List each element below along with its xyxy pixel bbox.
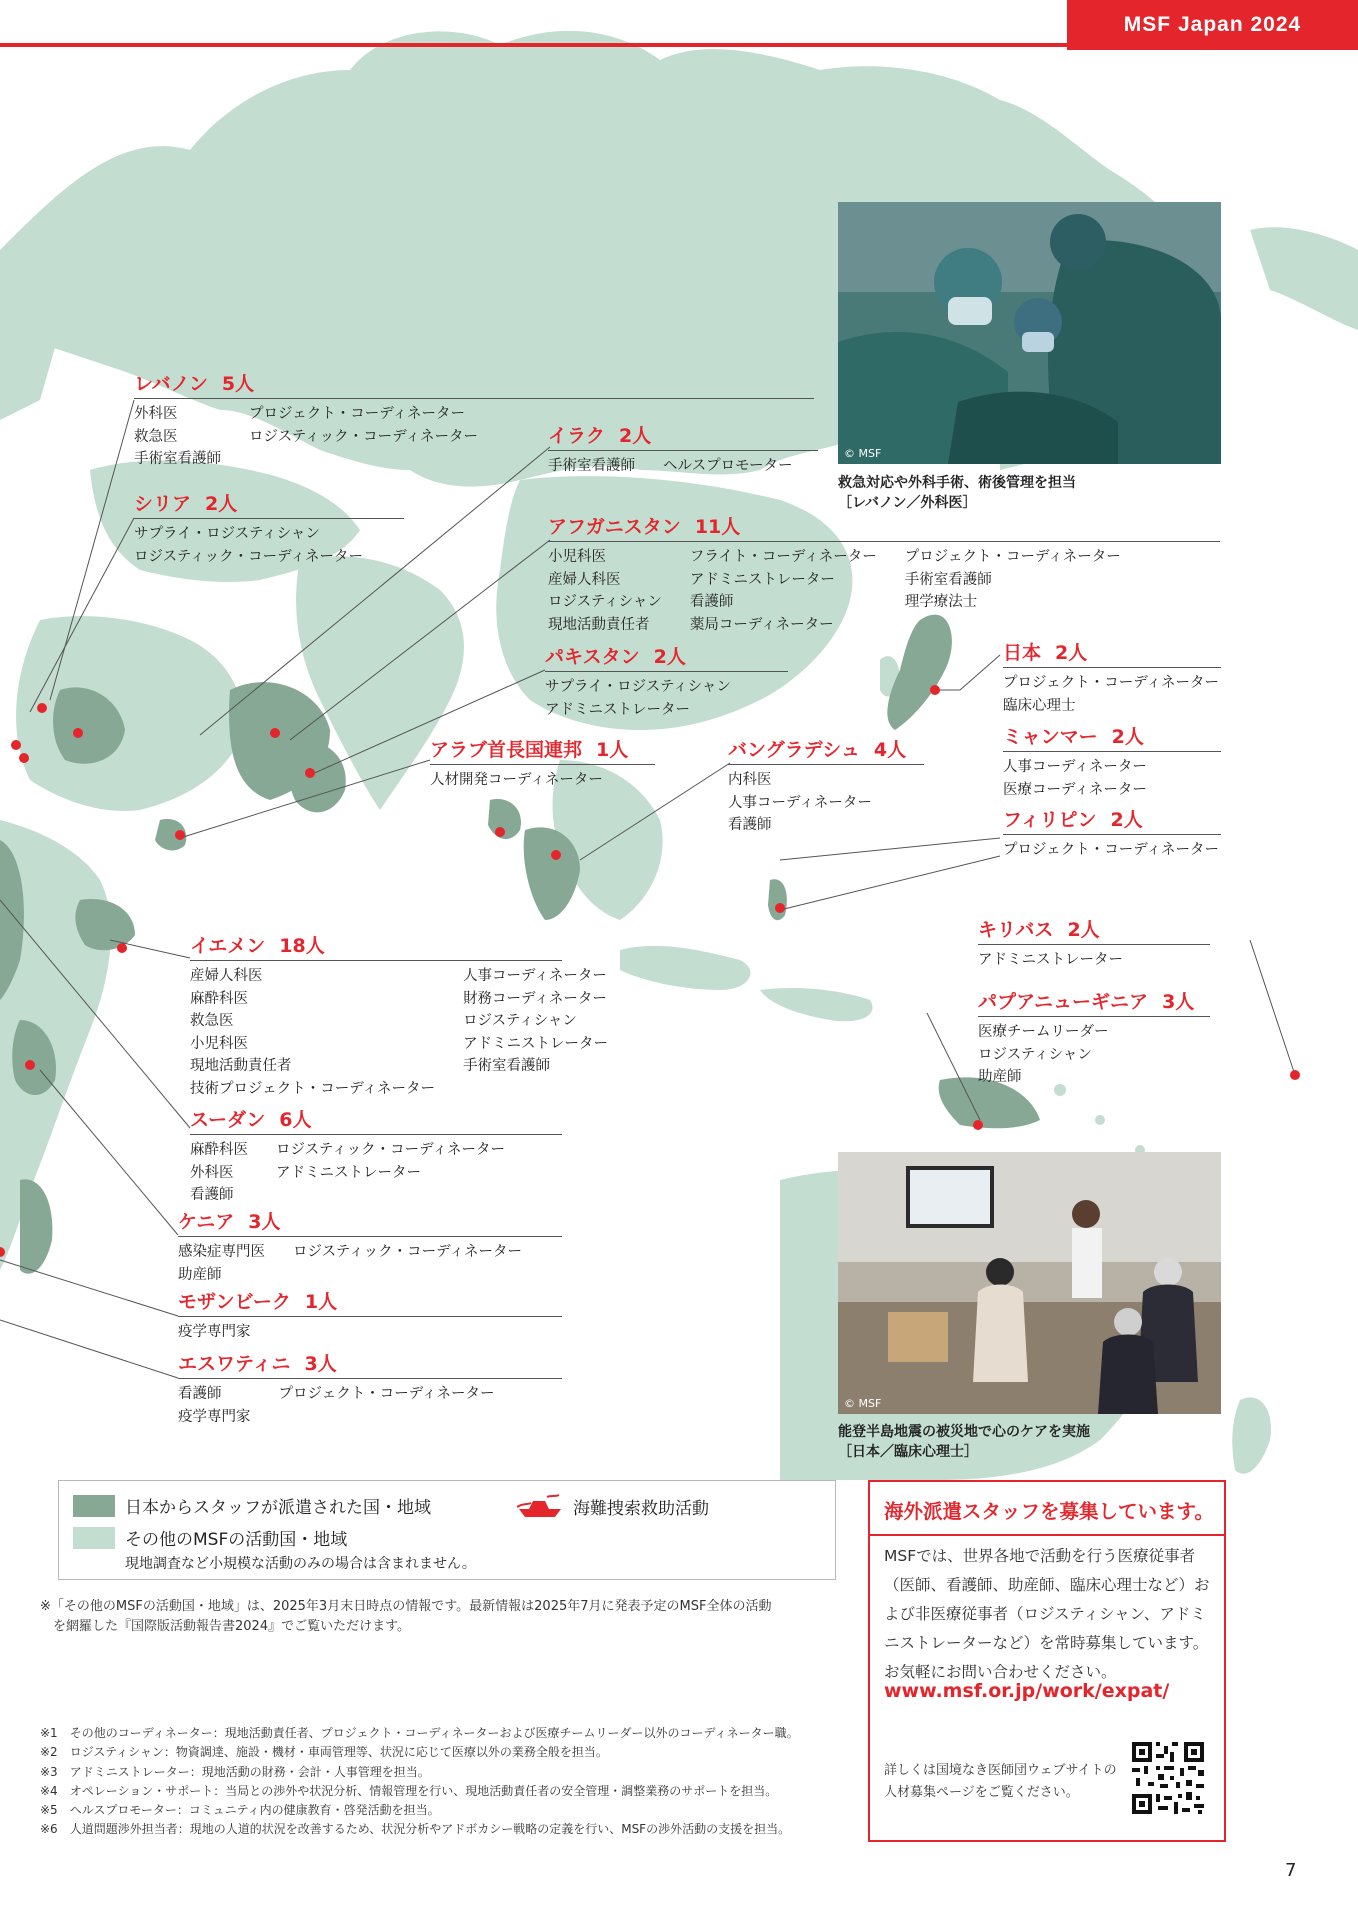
role-item: ロジスティック・コーディネーター [276, 1142, 505, 1158]
role-item: 看護師 [689, 594, 734, 610]
staff-count: 2人 [619, 425, 652, 447]
role-item: 医療コーディネーター [1003, 781, 1147, 798]
photo-caption-counseling: 能登半島地震の被災地で心のケアを実施 ［日本／臨床心理士］ [838, 1424, 1090, 1460]
role-column [1003, 839, 1219, 862]
header-line [0, 43, 1067, 47]
role-item: 看護師 [190, 1187, 234, 1203]
role-list [178, 1321, 562, 1344]
country-name: アラブ首長国連邦 [430, 739, 583, 761]
country-block-bangladesh [728, 738, 924, 837]
country-block-philippines [1003, 808, 1221, 862]
country-title [1003, 808, 1221, 835]
country-name: ケニア [178, 1211, 235, 1233]
role-list [190, 965, 609, 1100]
country-name: エスワティニ [178, 1353, 291, 1375]
role-item: 手術室看護師 [904, 571, 992, 588]
country-title [134, 372, 814, 399]
role-list [1003, 839, 1221, 862]
country-block-sudan [190, 1108, 562, 1207]
role-item: ヘルスプロモーター [663, 458, 793, 474]
staff-count: 4人 [873, 739, 907, 761]
role-column [463, 965, 608, 1100]
role-column [548, 546, 662, 636]
role-list [190, 1139, 562, 1207]
qr-code-icon[interactable] [1130, 1740, 1206, 1816]
role-item: ロジスティック・コーディネーター [249, 428, 478, 445]
role-column [978, 949, 1123, 972]
role-item: ロジスティシャン [978, 1046, 1092, 1063]
counseling-image [838, 1152, 1221, 1414]
country-name: パプアニューギニア [978, 991, 1149, 1013]
country-title [178, 1352, 562, 1379]
legend-dispatched-label: 日本からスタッフが派遣された国・地域 [125, 1498, 431, 1518]
role-column [548, 455, 635, 478]
country-title [728, 738, 924, 765]
role-column [178, 1321, 251, 1344]
role-item: 手術室看護師 [134, 451, 221, 467]
role-item: 救急医 [190, 1013, 234, 1029]
role-column [978, 1021, 1109, 1089]
country-name: モザンビーク [178, 1291, 291, 1313]
role-column [663, 455, 792, 478]
role-item: プロジェクト・コーディネーター [1003, 675, 1220, 691]
staff-count: 2人 [1111, 726, 1144, 748]
role-item: 人材開発コーディネーター [430, 772, 603, 788]
role-item: 財務コーディネーター [463, 990, 607, 1007]
staff-count: 3人 [1162, 991, 1195, 1013]
role-item: ロジスティック・コーディネーター [293, 1244, 522, 1260]
role-item: アドミニストレーター [463, 1035, 609, 1052]
role-item: 人事コーディネーター [1003, 759, 1147, 775]
country-title [548, 424, 818, 451]
legend-other-swatch [73, 1527, 115, 1549]
country-title [548, 515, 1220, 542]
staff-count: 2人 [1110, 809, 1143, 831]
country-block-myanmar [1003, 725, 1221, 801]
role-item: プロジェクト・コーディネーター [904, 549, 1121, 565]
legend-other [73, 1525, 347, 1550]
role-item: 外科医 [190, 1164, 234, 1181]
legend-sea-rescue-label: 海難捜索救助活動 [573, 1498, 709, 1519]
country-name: 日本 [1003, 642, 1042, 664]
role-item: 臨床心理士 [1003, 697, 1076, 714]
country-block-mozambique [178, 1290, 562, 1344]
staff-count: 2人 [653, 646, 686, 668]
role-list [178, 1383, 562, 1428]
role-column [905, 546, 1121, 636]
role-item: 人事コーディネーター [463, 968, 607, 984]
staff-count: 2人 [205, 493, 238, 515]
recruit-url-link[interactable]: www.msf.or.jp/work/expat/ [884, 1680, 1170, 1702]
country-title [190, 1108, 562, 1135]
role-item: フライト・コーディネーター [689, 549, 877, 565]
country-block-japan [1003, 641, 1221, 717]
country-title [430, 738, 655, 765]
staff-count: 3人 [304, 1353, 337, 1375]
country-name: バングラデシュ [728, 739, 860, 761]
recruit-box [868, 1480, 1226, 1842]
map-legend [58, 1480, 836, 1580]
country-name: アフガニスタン [548, 516, 681, 538]
role-list [134, 523, 404, 568]
recruit-body: MSFでは、世界各地で活動を行う医療従事者（医師、看護師、助産師、臨床心理士など）および非医療従事者（ロジスティシャン、アドミニストレーターなど）を常時募集しています。お気軽にお問い合わせください。 [884, 1547, 1210, 1681]
role-item: 小児科医 [548, 549, 606, 565]
country-name: シリア [134, 493, 192, 515]
role-item: 外科医 [134, 406, 178, 422]
role-item: 助産師 [978, 1069, 1022, 1085]
role-list [548, 455, 818, 478]
country-title [1003, 641, 1221, 668]
country-title [545, 645, 788, 672]
role-column [545, 676, 731, 721]
role-column [134, 523, 363, 568]
role-column [178, 1241, 265, 1286]
role-item: アドミニストレーター [978, 952, 1123, 968]
recruit-heading: 海外派遣スタッフを募集しています。 [884, 1500, 1214, 1523]
role-item: 現地活動責任者 [190, 1058, 292, 1074]
staff-count: 1人 [596, 739, 629, 761]
role-list [430, 769, 655, 792]
role-column [728, 769, 872, 837]
country-name: キリバス [978, 919, 1054, 941]
country-block-afghanistan [548, 515, 1220, 636]
role-item: ロジスティシャン [463, 1013, 577, 1029]
role-item: 助産師 [178, 1266, 222, 1283]
role-item: 麻酔科医 [190, 1142, 248, 1158]
role-item: 手術室看護師 [463, 1058, 551, 1074]
role-item: 手術室看護師 [548, 458, 635, 474]
role-item: 小児科医 [190, 1035, 248, 1052]
country-block-pakistan [545, 645, 788, 721]
country-name: スーダン [190, 1109, 266, 1131]
country-title [978, 990, 1210, 1017]
role-item: 内科医 [728, 772, 772, 788]
role-item: 理学療法士 [904, 594, 978, 610]
role-item: プロジェクト・コーディネーター [1003, 842, 1220, 858]
photo-caption-surgery: 救急対応や外科手術、術後管理を担当 ［レバノン／外科医］ [838, 475, 1076, 511]
role-column [249, 403, 478, 471]
role-list [1003, 672, 1221, 717]
role-item: サプライ・ロジスティシャン [545, 679, 731, 695]
legend-dispatched [73, 1493, 431, 1518]
role-item: ロジスティック・コーディネーター [134, 548, 363, 565]
country-title [190, 934, 562, 961]
country-name: パキスタン [545, 646, 640, 668]
role-list [545, 676, 788, 721]
header-title: MSF Japan 2024 [1067, 0, 1358, 50]
surgery-image [838, 202, 1221, 464]
role-item: 技術プロジェクト・コーディネーター [190, 1080, 436, 1097]
role-item: 感染症専門医 [178, 1244, 265, 1260]
role-column [279, 1383, 495, 1428]
role-item: 疫学専門家 [178, 1408, 251, 1425]
role-item: プロジェクト・コーディネーター [278, 1386, 495, 1402]
role-item: プロジェクト・コーディネーター [249, 406, 466, 422]
role-column [430, 769, 603, 792]
role-item: サプライ・ロジスティシャン [134, 526, 320, 542]
role-list [178, 1241, 562, 1286]
role-item: アドミニストレーター [689, 571, 835, 588]
role-list [548, 546, 1220, 636]
role-column [178, 1383, 251, 1428]
role-column [134, 403, 221, 471]
staff-count: 11人 [694, 516, 741, 538]
country-block-syria [134, 492, 404, 568]
role-column [1003, 756, 1147, 801]
photo-credit: © MSF [844, 447, 882, 460]
recruit-divider [870, 1534, 1224, 1536]
staff-count: 2人 [1055, 642, 1088, 664]
country-block-eswatini [178, 1352, 562, 1428]
country-name: フィリピン [1003, 809, 1097, 831]
role-item: アドミニストレーター [545, 701, 690, 718]
country-block-png [978, 990, 1210, 1089]
role-item: 医療チームリーダー [978, 1024, 1109, 1040]
role-item: 薬局コーディネーター [689, 616, 834, 633]
country-title [978, 918, 1210, 945]
country-title [178, 1210, 562, 1237]
staff-count: 2人 [1067, 919, 1100, 941]
role-item: ロジスティシャン [548, 594, 662, 610]
legend-dispatched-swatch [73, 1495, 115, 1517]
footnotes: ※1 その他のコーディネーター：現地活動責任者、プロジェクト・コーディネーターおよび医療チームリーダー以外のコーディネーター職。 ※2 ロジスティシャン：物資調達、施設・機材・車両管理等、状況に応じて医療以外の業務全般を担当。 ※3 アドミニストレーター：現地活動の財務・会計・人事管理を担当。 ※4 オペレーション・サポート：当局との渉外や状況分析、情報管理を行い、現地活動責任者の安全管理・調整業務のサポートを担当。 ※5 ヘルスプロモーター：コミュニティ内の健康教育・啓発活動を担当。 ※6 人道問題渉外担当者：現地の人道的状況を改善するため、状況分析やアドボカシー戦略の定義を行い、MSFの渉外活動の支援を担当。 [40, 1726, 799, 1837]
staff-count: 6人 [279, 1109, 312, 1131]
role-list [728, 769, 924, 837]
legend-other-note: 現地調査など小規模な活動のみの場合は含まれません。 [125, 1556, 476, 1572]
role-column [190, 965, 435, 1100]
photo-credit: © MSF [844, 1397, 882, 1410]
country-name: レバノン [134, 373, 208, 395]
photo-surgery [838, 202, 1221, 464]
photo-counseling [838, 1152, 1221, 1414]
role-column [190, 1139, 248, 1207]
country-title [178, 1290, 562, 1317]
role-item: 人事コーディネーター [728, 794, 872, 811]
staff-count: 5人 [221, 373, 255, 395]
role-item: 産婦人科医 [548, 571, 621, 588]
country-block-kenya [178, 1210, 562, 1286]
recruit-qr-note: 詳しくは国境なき医師団ウェブサイトの人材募集ページをご覧ください。 [884, 1763, 1117, 1800]
country-name: ミャンマー [1003, 726, 1098, 748]
staff-count: 1人 [304, 1291, 338, 1313]
country-block-uae [430, 738, 655, 792]
rescue-boat-icon [517, 1493, 563, 1519]
legend-sea-rescue [517, 1493, 709, 1519]
country-block-iraq [548, 424, 818, 478]
staff-count: 3人 [248, 1211, 281, 1233]
role-item: 救急医 [134, 428, 178, 445]
country-block-kiribati [978, 918, 1210, 972]
country-block-yemen [190, 934, 609, 1100]
role-column [276, 1139, 505, 1207]
role-item: 疫学専門家 [178, 1324, 251, 1340]
data-note: ※「その他のMSFの活動国・地域」は、2025年3月末日時点の情報です。最新情報は2025年7月に発表予定のMSF全体の活動 を網羅した『国際版活動報告書2024』でご覧いただけます。 [40, 1599, 772, 1634]
legend-other-label: その他のMSFの活動国・地域 [125, 1530, 348, 1550]
role-list [1003, 756, 1221, 801]
staff-count: 18人 [279, 935, 325, 957]
role-item: 産婦人科医 [190, 968, 263, 984]
role-list [978, 949, 1210, 972]
role-column [1003, 672, 1219, 717]
role-list [978, 1021, 1210, 1089]
role-item: 看護師 [728, 817, 772, 833]
country-name: イエメン [190, 935, 266, 957]
role-item: 麻酔科医 [190, 990, 248, 1007]
role-column [293, 1241, 522, 1286]
country-title [134, 492, 404, 519]
country-name: イラク [548, 425, 606, 447]
role-item: アドミニストレーター [276, 1164, 421, 1181]
role-column [690, 546, 877, 636]
role-item: 看護師 [178, 1386, 222, 1402]
country-title [1003, 725, 1221, 752]
page-number: 7 [1285, 1860, 1297, 1881]
role-item: 現地活動責任者 [548, 616, 650, 633]
